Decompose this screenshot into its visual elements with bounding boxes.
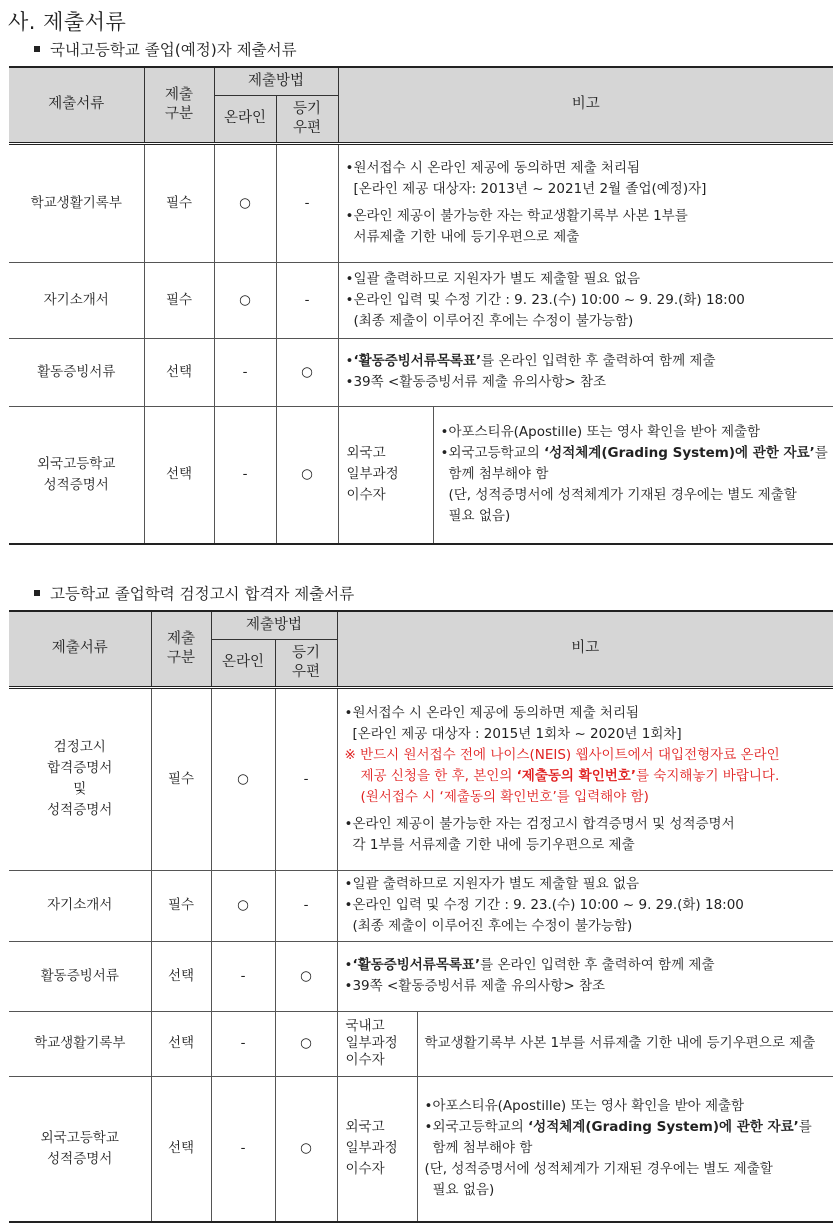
col-header-method: 제출방법 (214, 67, 338, 95)
mail-mark: - (276, 143, 338, 262)
ged-documents-table (9, 610, 833, 1223)
applicant-label: 외국고 일부과정 이수자 (338, 406, 433, 544)
col-header-online: 온라인 (211, 639, 275, 687)
mail-mark: ○ (276, 406, 338, 544)
square-bullet-icon (34, 46, 40, 52)
table-row (9, 941, 833, 1011)
table-row (9, 1076, 833, 1222)
online-mark: - (211, 941, 275, 1011)
online-mark: ○ (211, 687, 275, 870)
doc-type: 필수 (151, 687, 211, 870)
online-mark: - (211, 1011, 275, 1076)
col-header-method: 제출방법 (211, 611, 337, 639)
doc-type: 선택 (151, 1076, 211, 1222)
col-header-type: 제출 구분 (151, 611, 211, 687)
doc-name: 자기소개서 (9, 870, 151, 941)
doc-type: 필수 (144, 262, 214, 338)
online-mark: ○ (214, 143, 276, 262)
doc-name: 학교생활기록부 (9, 143, 144, 262)
mail-mark: ○ (275, 1011, 337, 1076)
warning-notice: ※ 반드시 원서접수 전에 나이스(NEIS) 웹사이트에서 대입전형자료 온라인 (344, 746, 780, 763)
note-cell: •‘활동증빙서류목록표’를 온라인 입력한 후 출력하여 함께 제출 •39쪽 <활동증빙서류 제출 유의사항> 참조 (337, 941, 833, 1011)
table-row (9, 338, 833, 406)
col-header-doc: 제출서류 (9, 67, 144, 143)
applicant-label: 외국고 일부과정 이수자 (337, 1076, 417, 1222)
table-row (9, 870, 833, 941)
doc-name: 자기소개서 (9, 262, 144, 338)
online-mark: - (214, 338, 276, 406)
col-header-mail: 등기 우편 (275, 639, 337, 687)
domestic-documents-table (9, 66, 833, 545)
table-row (9, 262, 833, 338)
col-header-note: 비고 (338, 67, 833, 143)
mail-mark: ○ (275, 941, 337, 1011)
applicant-label: 국내고 일부과정 이수자 (337, 1011, 417, 1076)
note-cell: •아포스티유(Apostille) 또는 영사 확인을 받아 제출함 •외국고등학교의 ‘성적체계(Grading System)에 관한 자료’를 함께 첨부해야 함 (단, 성적증명서에 성적체계가 기재된 경우에는 별도 제출할 필요 없음) (433, 406, 833, 544)
note-cell: •일괄 출력하므로 지원자가 별도 제출할 필요 없음 •온라인 입력 및 수정 기간 : 9. 23.(수) 10:00 ~ 9. 29.(화) 18:00 (최종 제출이 이루어진 후에는 수정이 불가능함) (338, 262, 833, 338)
mail-mark: - (275, 687, 337, 870)
note-cell: •일괄 출력하므로 지원자가 별도 제출할 필요 없음 •온라인 입력 및 수정 기간 : 9. 23.(수) 10:00 ~ 9. 29.(화) 18:00 (최종 제출이 이루어진 후에는 수정이 불가능함) (337, 870, 833, 941)
mail-mark: ○ (275, 1076, 337, 1222)
doc-name: 활동증빙서류 (9, 941, 151, 1011)
doc-name: 학교생활기록부 (9, 1011, 151, 1076)
online-mark: - (214, 406, 276, 544)
square-bullet-icon (34, 590, 40, 596)
doc-name: 활동증빙서류 (9, 338, 144, 406)
note-cell: •아포스티유(Apostille) 또는 영사 확인을 받아 제출함 •외국고등학교의 ‘성적체계(Grading System)에 관한 자료’를 함께 첨부해야 함 (단, 성적증명서에 성적체계가 기재된 경우에는 별도 제출할 필요 없음) (417, 1076, 833, 1222)
note-cell: •원서접수 시 온라인 제공에 동의하면 제출 처리됨 [온라인 제공 대상자: 2013년 ~ 2021년 2월 졸업(예정)자] •온라인 제공이 불가능한 자는 학교생활기록부 사본 1부를 서류제출 기한 내에 등기우편으로 제출 (338, 143, 833, 262)
doc-type: 선택 (144, 338, 214, 406)
doc-type: 선택 (151, 1011, 211, 1076)
doc-type: 필수 (144, 143, 214, 262)
subsection-title-ged: 고등학교 졸업학력 검정고시 합격자 제출서류 (34, 582, 354, 604)
doc-name: 외국고등학교 성적증명서 (9, 406, 144, 544)
online-mark: ○ (214, 262, 276, 338)
section-heading: 사. 제출서류 (8, 10, 127, 34)
mail-mark: - (275, 870, 337, 941)
col-header-doc: 제출서류 (9, 611, 151, 687)
doc-type: 필수 (151, 870, 211, 941)
table-row (9, 143, 833, 262)
doc-name: 검정고시 합격증명서 및 성적증명서 (9, 687, 151, 870)
col-header-mail: 등기 우편 (276, 95, 338, 143)
note-cell: 학교생활기록부 사본 1부를 서류제출 기한 내에 등기우편으로 제출 (417, 1011, 833, 1076)
subsection-title-domestic: 국내고등학교 졸업(예정)자 제출서류 (34, 38, 297, 60)
note-cell: •원서접수 시 온라인 제공에 동의하면 제출 처리됨 [온라인 제공 대상자 : 2015년 1회차 ~ 2020년 1회차] ※ 반드시 원서접수 전에 나이스(NEIS) 웹사이트에서 대입전형자료 온라인 제공 신청을 한 후, 본인의 ‘제출동의 확인번호’를 숙지해놓기 바랍니다. (원서접수 시 ‘제출동의 확인번호’를 입력해야 함) •온라인 제공이 불가능한 자는 검정고시 합격증명서 및 성적증명서 각 1부를 서류제출 기한 내에 등기우편으로 제출 (337, 687, 833, 870)
doc-name: 외국고등학교 성적증명서 (9, 1076, 151, 1222)
col-header-note: 비고 (337, 611, 833, 687)
note-cell: •‘활동증빙서류목록표’를 온라인 입력한 후 출력하여 함께 제출 •39쪽 <활동증빙서류 제출 유의사항> 참조 (338, 338, 833, 406)
online-mark: - (211, 1076, 275, 1222)
table-row (9, 406, 833, 544)
table-row (9, 687, 833, 870)
mail-mark: ○ (276, 338, 338, 406)
col-header-online: 온라인 (214, 95, 276, 143)
mail-mark: - (276, 262, 338, 338)
col-header-type: 제출 구분 (144, 67, 214, 143)
doc-type: 선택 (144, 406, 214, 544)
doc-type: 선택 (151, 941, 211, 1011)
online-mark: ○ (211, 870, 275, 941)
table-row (9, 1011, 833, 1076)
